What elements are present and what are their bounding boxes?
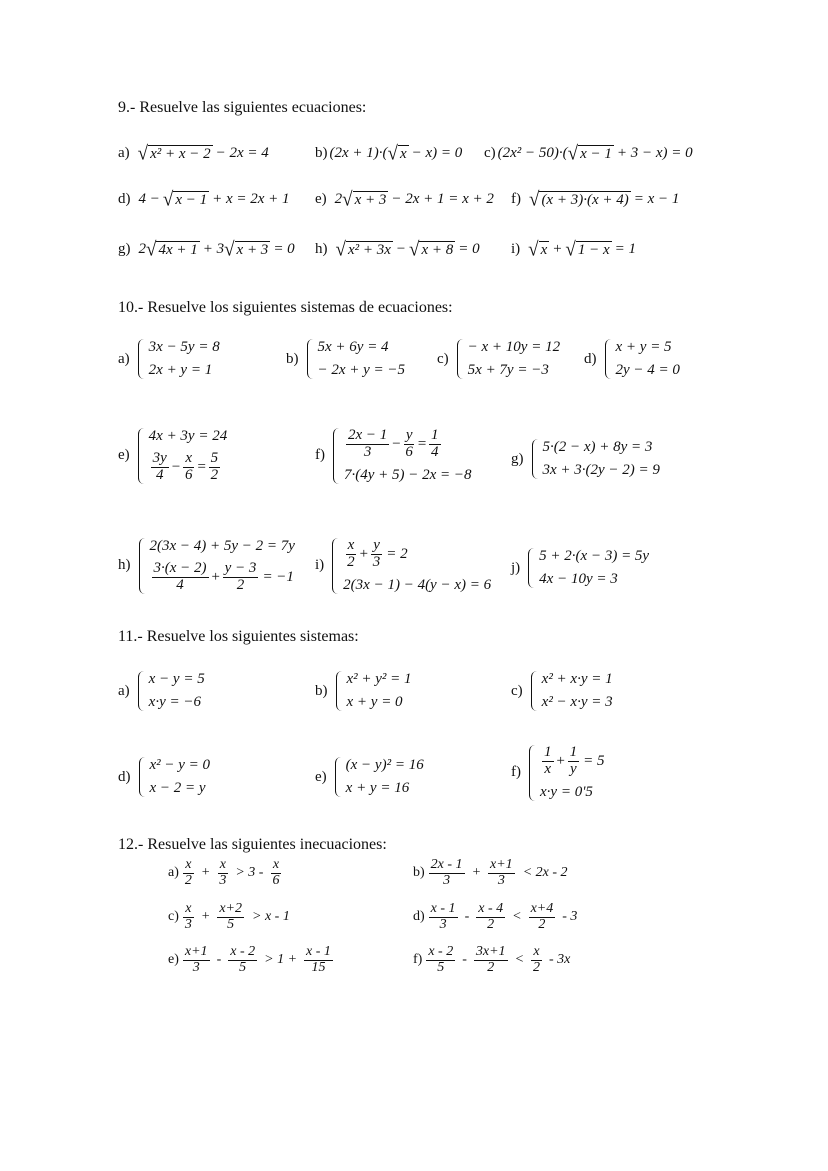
system-11f: f) $\frac{1}{x}$ + $\frac{1}{y}$ = 5 x·y = 0'5	[511, 744, 605, 800]
ineq-12e: e) $\frac{x+1}{3}$ - $\frac{x - 2}{5}$ > 1 + $\frac{x - 1}{15}$	[168, 944, 331, 975]
ineq-12d: d) $\frac{x - 1}{3}$ - $\frac{x - 4}{2}$ < $\frac{x+4}{2}$ - 3	[413, 901, 578, 932]
system-10c: c) − x + 10y = 12 5x + 7y = −3	[437, 339, 561, 378]
eq-9h: h) √ x² + 3x − √ x + 8 = 0	[315, 238, 480, 261]
system-10h: h) 2(3x − 4) + 5y − 2 = 7y $\frac{3\cdot(x - 2)}{4}$ + $\frac{y - 3}{2}$ = −1	[118, 538, 295, 593]
section-10-title: 10.- Resuelve los siguientes sistemas de ecuaciones:	[118, 299, 453, 316]
system-10a: a) 3x − 5y = 8 2x + y = 1	[118, 339, 220, 378]
eq-9b: b) (2x + 1)·( √ x − x) = 0	[315, 142, 463, 165]
system-10b: b) 5x + 6y = 4 − 2x + y = −5	[286, 339, 406, 378]
ineq-12f: f) $\frac{x - 2}{5}$ - $\frac{3x+1}{2}$ < $\frac{x}{2}$ - 3x	[413, 944, 571, 975]
eq-9c: c) (2x² − 50)·( √ x − 1 + 3 − x) = 0	[484, 142, 693, 165]
system-10g: g) 5·(2 − x) + 8y = 3 3x + 3·(2y − 2) = 9	[511, 439, 660, 478]
eq-9g: g) 2 √ 4x + 1 + 3 √ x + 3 = 0	[118, 238, 295, 261]
eq-9f: f) √ (x + 3)·(x + 4) = x − 1	[511, 188, 680, 211]
system-11b: b) x² + y² = 1 x + y = 0	[315, 671, 412, 710]
eq-9a: a) √ x² + x − 2 − 2x = 4	[118, 142, 269, 165]
system-11c: c) x² + x·y = 1 x² − x·y = 3	[511, 671, 613, 710]
section-9-title: 9.- Resuelve las siguientes ecuaciones:	[118, 99, 367, 116]
ineq-12b: b) $\frac{2x - 1}{3}$ + $\frac{x+1}{3}$ < 2x - 2	[413, 857, 568, 888]
ineq-12c: c) $\frac{x}{3}$ + $\frac{x+2}{5}$ > x - 1	[168, 901, 290, 932]
system-11e: e) (x − y)² = 16 x + y = 16	[315, 757, 424, 796]
section-11-title: 11.- Resuelve los siguientes sistemas:	[118, 628, 359, 645]
system-10f: f) $\frac{2x - 1}{3}$ − $\frac{y}{6}$ = $\frac{1}{4}$ 7·(4y + 5) − 2x = −8	[315, 427, 472, 483]
system-10j: j) 5 + 2·(x − 3) = 5y 4x − 10y = 3	[511, 548, 650, 587]
eq-9e: e) 2 √ x + 3 − 2x + 1 = x + 2	[315, 188, 494, 211]
system-11a: a) x − y = 5 x·y = −6	[118, 671, 205, 710]
system-10d: d) x + y = 5 2y − 4 = 0	[584, 339, 680, 378]
system-10e: e) 4x + 3y = 24 $\frac{3y}{4}$ − $\frac{x}{6}$ = $\frac{5}{2}$	[118, 428, 228, 483]
system-10i: i) $\frac{x}{2}$ + $\frac{y}{3}$ = 2 2(3x − 1) − 4(y − x) = 6	[315, 537, 492, 593]
section-12-title: 12.- Resuelve las siguientes inecuaciones:	[118, 836, 387, 853]
eq-9i: i) √ x + √ 1 − x = 1	[511, 238, 636, 261]
ineq-12a: a) $\frac{x}{2}$ + $\frac{x}{3}$ > 3 - $\frac{x}{6}$	[168, 857, 280, 888]
system-11d: d) x² − y = 0 x − 2 = y	[118, 757, 211, 796]
eq-9d: d) 4 − √ x − 1 + x = 2x + 1	[118, 188, 290, 211]
